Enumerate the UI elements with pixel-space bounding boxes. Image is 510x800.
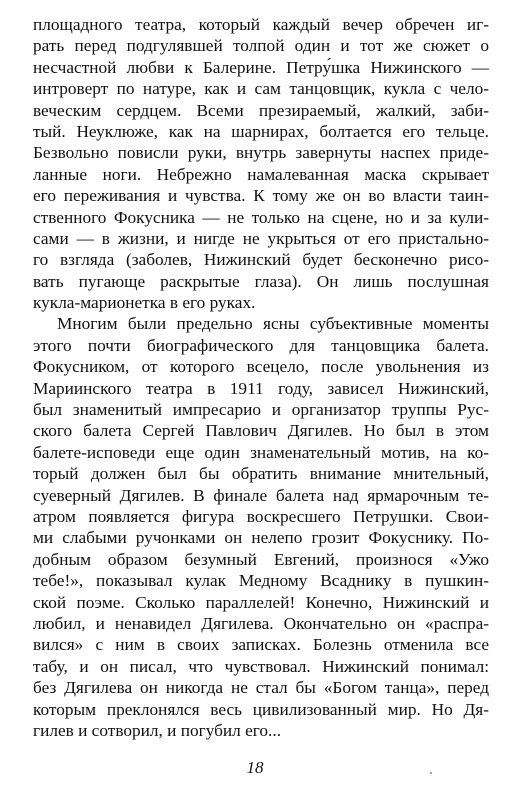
text-line: ланные ноги. Небрежно намалеванная маска скрывает [33, 164, 489, 184]
text-line: которым преклонялся весь цивилизованный мир. Но Дя- [33, 699, 489, 719]
text-line: тый. Неуклюже, как на шарнирах, болтается его тельце. [33, 121, 489, 141]
text-line: ми слабыми ручонками он нелепо грозит Фокуснику. По- [33, 528, 489, 548]
text-line: тебе!», показывал кулак Медному Всаднику в пушкин- [33, 571, 489, 591]
text-line: вился» с ним в своих записках. Болезнь отменила все [33, 635, 489, 655]
text-line: Безвольно повисли руки, внутрь завернуты наспех приде- [33, 143, 489, 163]
text-line: ского балета Сергей Павлович Дягилев. Но был в этом [33, 421, 489, 441]
text-line: интроверт по натуре, как и сам танцовщик, кукла с чело- [33, 79, 489, 99]
text-line: вать пугающе раскрытые глаза). Он лишь послушная [33, 271, 489, 291]
page-body [33, 14, 489, 741]
paragraph-2 [33, 313, 489, 741]
text-line: Мариинского театра в 1911 году, зависел Нижинский, [33, 378, 489, 398]
text-line: торый должен был бы обратить внимание мнительный, [33, 464, 489, 484]
text-line: был знаменитый импресарио и организатор труппы Рус- [33, 400, 489, 420]
text-line: несчастной любви к Балерине. Петру́шка Нижинского — [33, 57, 489, 77]
text-line: ской поэме. Сколько параллелей! Конечно, Нижинский и [33, 592, 489, 612]
text-line: площадного театра, который каждый вечер обречен иг- [33, 15, 489, 34]
text-line: ственного Фокусника — не только на сцене, но и за кули- [33, 207, 489, 227]
text-line: этого почти биографического для танцовщика балета. [33, 335, 489, 355]
text-line: Фокусником, от которого всецело, после увольнения из [33, 357, 489, 377]
text-line: гилев и сотворил, и погубил его... [33, 720, 282, 740]
text-line: балете-исповеди еще один знаменательный мотив, на ко- [33, 442, 489, 462]
page-number: 18 [246, 758, 264, 777]
paragraph-1 [33, 14, 489, 313]
text-line: атром появляется фигура воскресшего Петрушки. Свои- [33, 506, 489, 526]
scan-speck [430, 772, 432, 774]
text-line: го взгляда (заболев, Нижинский будет бесконечно рисо- [33, 250, 489, 270]
text-line: любил, и ненавидел Дягилева. Окончательно он «распра- [33, 613, 489, 633]
text-line: табу, и он писал, что чувствовал. Нижинский понимал: [33, 656, 489, 676]
text-line: Многим были предельно ясны субъективные моменты [57, 314, 489, 334]
text-line: рать перед подгулявшей толпой один и тот же сюжет о [33, 36, 489, 56]
text-line: его переживания и чувства. К тому же он во власти таин- [33, 186, 489, 206]
text-line: веческим сердцем. Всеми презираемый, жалкий, заби- [33, 100, 489, 120]
text-line: суеверный Дягилев. В финале балета над ярмарочным те- [33, 485, 489, 505]
text-line: добным образом безумный Евгений, произнося «Ужо [33, 549, 489, 569]
text-line: без Дягилева он никогда не стал бы «Богом танца», перед [33, 678, 489, 698]
text-line: сами — в жизни, и нигде не укрыться от его пристально- [33, 228, 489, 248]
text-line: кукла-марионетка в его руках. [33, 293, 256, 313]
